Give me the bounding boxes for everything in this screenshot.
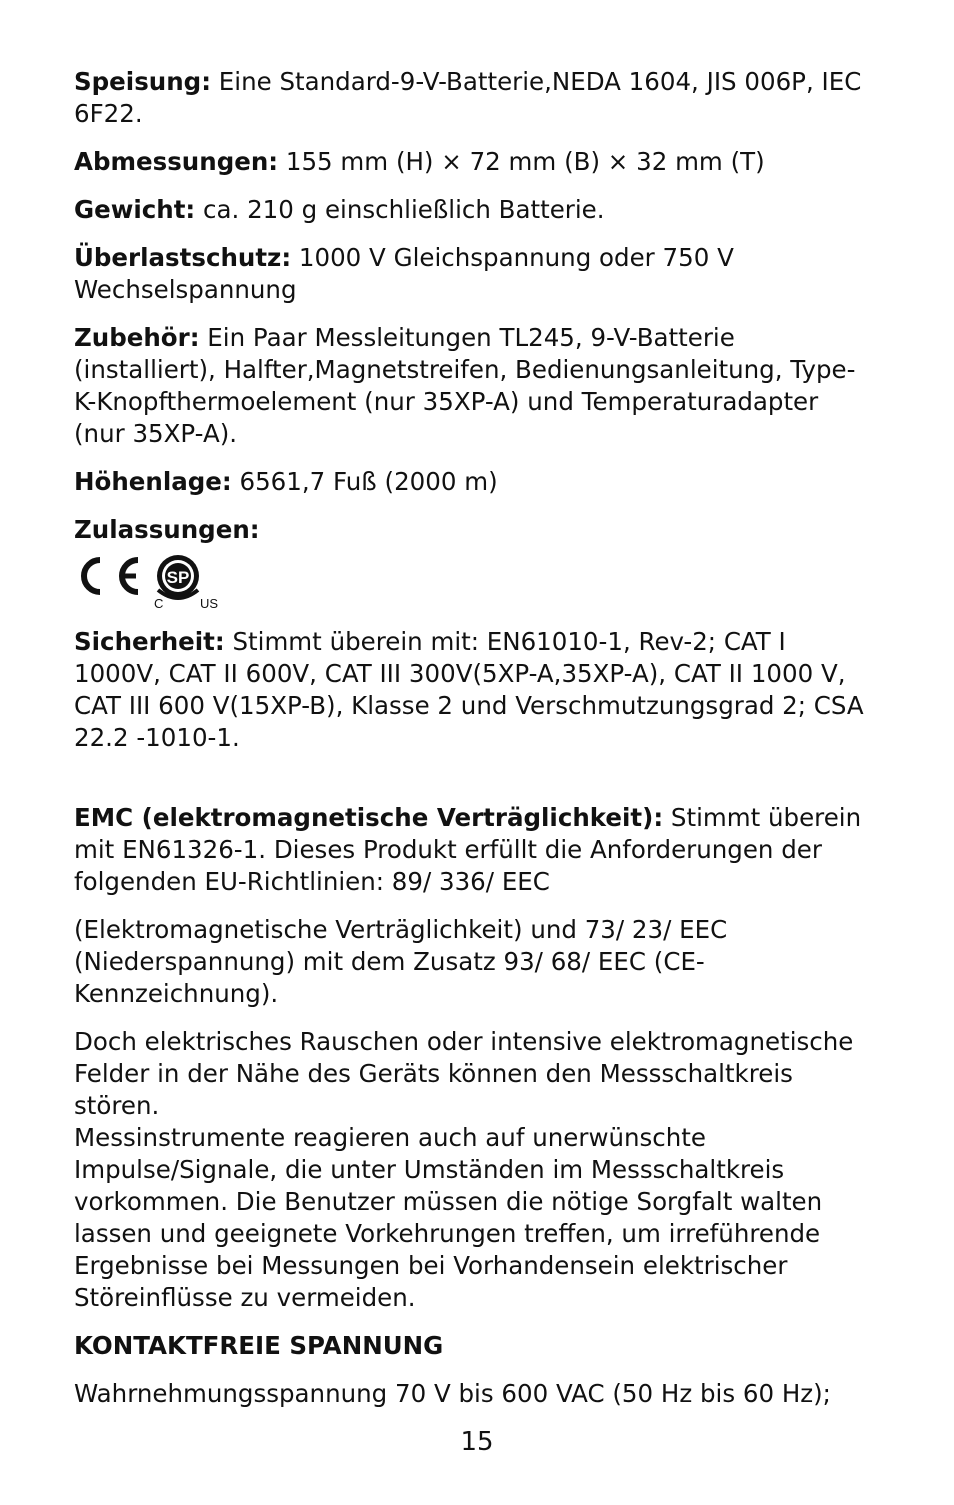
noise-paragraph-2: Messinstrumente reagieren auch auf unerwünschte Impulse/Signale, die unter Umständen im Messschaltkreis vorkommen. Die Benutzer müssen die nötige Sorgfalt walten lassen und geeignete Vorkehrungen treffen, um irreführende Ergebnisse bei Messungen bei Vorhandensein elektrischer Störeinflüsse zu vermeiden. [74,1123,823,1312]
spec-label: Abmessungen: [74,147,279,176]
spec-value: ca. 210 g einschließlich Batterie. [195,195,605,224]
safety-text: Stimmt überein mit: EN61010-1, Rev-2; CAT I 1000V, CAT II 600V, CAT III 300V(5XP-A,35XP-A), CAT II 1000 V, CAT III 600 V(15XP-B), Klasse 2 und Verschmutzungsgrad 2; CSA 22.2 -1010-1. [74,627,864,752]
safety-paragraph [74,626,864,754]
csa-mark-text: SP [166,568,190,587]
emc-paragraph [74,802,864,898]
spec-label: Zubehör: [74,323,200,352]
spec-label: Gewicht: [74,195,196,224]
detection-voltage: Wahrnehmungsspannung 70 V bis 600 VAC (50 Hz bis 60 Hz); [74,1379,831,1408]
emc-continuation: (Elektromagnetische Verträglichkeit) und 73/ 23/ EEC (Niederspannung) mit dem Zusatz 93/ 68/ EEC (CE-Kennzeichnung). [74,915,728,1008]
section-heading: KONTAKTFREIE SPANNUNG [74,1331,444,1360]
spec-value: Ein Paar Messleitungen TL245, 9-V-Batterie (installiert), Halfter,Magnetstreifen, Bedienungsanleitung, Type-K-Knopfthermoelement (nur 35XP-A) und Temperaturadapter (nur 35XP-A). [74,323,856,448]
spec-power [74,66,864,130]
spec-altitude [74,466,864,498]
page-content [74,66,864,1426]
spec-label: Speisung: [74,67,211,96]
csa-c-text: C [154,596,164,611]
spec-value: 155 mm (H) × 72 mm (B) × 32 mm (T) [278,147,765,176]
page-number: 15 [460,1427,494,1457]
spec-value: 1000 V Gleichspannung oder 750 V Wechselspannung [74,243,734,304]
certification-logos [74,546,234,618]
emc-label: EMC (elektromagnetische Verträglichkeit): [74,803,664,832]
spec-overload [74,242,864,306]
emc-text: Stimmt überein mit EN61326-1. Dieses Produkt erfüllt die Anforderungen der folgenden EU-Richtlinien: 89/ 336/ EEC [74,803,862,896]
safety-label: Sicherheit: [74,627,225,656]
spec-label: Höhenlage: [74,467,232,496]
spec-weight [74,194,864,226]
spec-value: 6561,7 Fuß (2000 m) [231,467,498,496]
certification-marks [74,554,864,618]
approvals-label: Zulassungen: [74,515,260,544]
csa-us-text: US [200,596,219,611]
spec-dimensions [74,146,864,178]
csa-mark-icon [154,555,218,611]
ce-mark-icon [84,560,138,592]
spec-accessories [74,322,864,450]
noise-paragraph-1: Doch elektrisches Rauschen oder intensive elektromagnetische Felder in der Nähe des Geräts können den Messschaltkreis stören. [74,1027,854,1120]
spec-label: Überlastschutz: [74,243,292,272]
spec-value: Eine Standard-9-V-Batterie,NEDA 1604, JIS 006P, IEC 6F22. [74,67,862,128]
